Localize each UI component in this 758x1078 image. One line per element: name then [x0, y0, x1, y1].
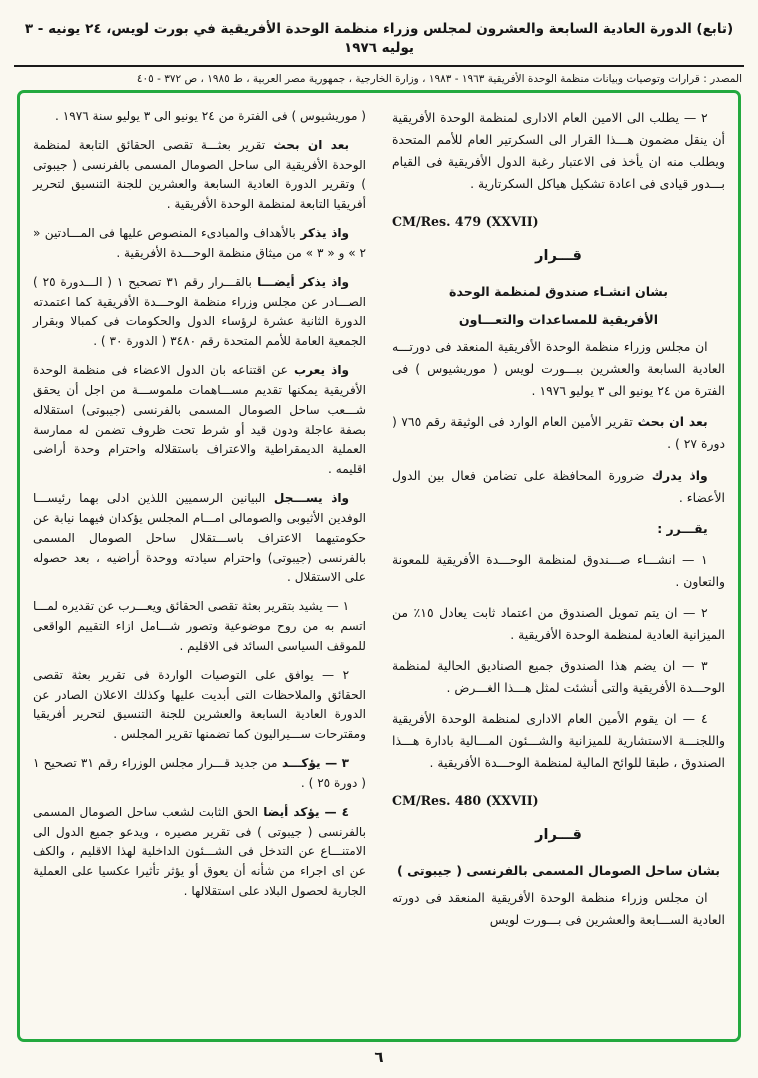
paragraph-lead: ٣ — يؤكـــد — [277, 756, 350, 771]
paragraph-lead: واذ يدرك — [644, 467, 708, 483]
paragraph: واذ يعرب عن اقتناعه بان الدول الاعضاء فى منظمة الوحدة الأفريقية يمكنها تقديم مســـاهمات ملموســـة من اجل أن يحقق شـــعب ساحل الصومال المسمى بالفرنسى (جيبوتى) استقلاله بصفة عاجلة ودون قيد أو شرط تحت ظروف تضمن له ممارسة العملية الديمقراطية والاعتراف باستقلاله واحترام وحدة أراضى اقليمه . — [33, 363, 366, 477]
resolution-number: CM/Res. 479 (XXVII) — [392, 214, 539, 230]
paragraph-lead: واذ يذكر — [295, 226, 350, 241]
resolution-title: قـــرار — [535, 247, 582, 264]
paragraph: ان مجلس وزراء منظمة الوحدة الأفريقية المنعقد فى دورته العادية الســـابعة والعشرين فى بـــورت لويس — [392, 889, 725, 928]
paragraph: ٢ — يوافق على التوصيات الواردة فى تقرير بعثة تقصى الحقائق والملاحظات التى أبديت عليها وكذلك الاعلان الصادر عن الدورة العادية السابعة والعشرين للجنة التنسيق لتحرير أفريقيا ومقترحات ســـيراليون كما تضمنها تقرير المجلس . — [33, 667, 366, 742]
paragraph: ٤ — ان يقوم الأمين العام الادارى لمنظمة الوحدة الأفريقية واللجنـــة الاستشارية للميزانية والشـــئون المـــالية بادارة هـــذا الصندوق ، طبقا للوائح المالية لمنظمة الوحـــدة الأفريقية . — [392, 711, 725, 771]
paragraph-lead: واذ يعرب — [287, 363, 350, 378]
paragraph: بعد ان بحث تقرير الأمين العام الوارد فى الوثيقة رقم ٧٦٥ ( دورة ٢٧ ) . — [392, 414, 725, 452]
operative-heading: يقـــرر : — [657, 520, 708, 536]
paragraph: ٢ — ان يتم تمويل الصندوق من اعتماد ثابت يعادل ١٥٪ من الميزانية العادية لمنظمة الوحدة الأفريقية . — [392, 604, 725, 642]
paragraph: واذ يذكر بالأهداف والمبادىء المنصوص عليها فى المـــادتين « ٢ » و « ٣ » من ميثاق منظمة الوحـــدة الأفريقية . — [33, 226, 366, 260]
page-number: ٦ — [374, 1048, 384, 1066]
content-frame — [17, 90, 741, 1042]
paragraph-lead: بعد ان بحث — [632, 414, 708, 430]
resolution-subtitle: الأفريقية للمساعدات والتعـــاون — [458, 311, 659, 327]
paragraph-lead: بعد ان بحث — [265, 137, 350, 152]
resolution-subtitle: بشان ساحل الصومال المسمى بالفرنسى ( جيبوتى ) — [396, 862, 721, 878]
left-column — [33, 107, 366, 1031]
right-column — [392, 107, 725, 1031]
paragraph: واذ يســـجل البيانين الرسميين اللذين ادلى بهما رئيســـا الوفدين الأثيوبى والصومالى امـــام المجلس يؤكدان فيهما نيابة عن حكومتيهما الاعتراف باســـتقلال ساحل الصومال المسمى بالفرنسى (جيبوتى) واحترام سيادته ووحدة أراضيه ، بعد حصوله على الاستقلال . — [33, 491, 366, 585]
paragraph-continuation: ( موريشيوس ) فى الفترة من ٢٤ يونيو الى ٣ يوليو سنة ١٩٧٦ . — [55, 109, 366, 123]
paragraph: ٢ — يطلب الى الامين العام الادارى لمنظمة الوحدة الأفريقية أن ينقل مضمون هـــذا القرار الى السكرتير العام للأمم المتحدة ويطلب منه ان يأخذ فى الاعتبار رغبة الدول الأفريقية فى القيام بـــدور قيادى فى اعادة تشكيل هياكل السكرتارية . — [392, 110, 725, 192]
two-column-layout — [33, 107, 725, 1031]
resolution-title: قـــرار — [535, 826, 582, 843]
paragraph-lead: واذ يذكر أيضـــا — [251, 274, 350, 289]
paragraph-lead: واذ يســـجل — [265, 491, 350, 506]
paragraph: ٣ — ان يضم هذا الصندوق جميع الصناديق الحالية لمنظمة الوحـــدة الأفريقية والتى أنشئت لمثل هـــذا الغـــرض . — [392, 658, 725, 696]
header-rule — [14, 65, 744, 67]
paragraph: ١ — انشـــاء صـــندوق لمنظمة الوحـــدة الأفريقية للمعونة والتعاون . — [392, 551, 725, 589]
paragraph: ٤ — يؤكد أيضا الحق الثابت لشعب ساحل الصومال المسمى بالفرنسى ( جيبوتى ) فى تقرير مصيره ، ويدعو جميع الدول الى الامتنـــاع عن التدخل فى الشـــئون الداخلية لهذا الاقليم ، والكف عن اى اجراء من شأنه أن يعوق أو يؤثر تأثيرا عكسيا على العملية الجارية لحصول البلاد على استقلالها . — [33, 804, 366, 898]
paragraph: بعد ان بحث تقرير بعثـــة تقصى الحقائق التابعة لمنظمة الوحدة الأفريقية الى ساحل الصومال المسمى بالفرنسى ( جيبوتى ) وتقرير الدورة العادية السابعة والعشرين للجنة التنسيق لتحرير أفريقيا التابعة لمنظمة الوحدة الأفريقية . — [33, 137, 366, 212]
resolution-number: CM/Res. 480 (XXVII) — [392, 793, 539, 809]
source-line: المصدر : قرارات وتوصيات وبيانات منظمة الوحدة الأفريقية ١٩٦٣ - ١٩٨٣ ، وزارة الخارجية ، جمهورية مصر العربية ، ط ١٩٨٥ ، ص ٣٧٢ - ٤٠٥ — [136, 72, 742, 85]
resolution-subtitle: بشان انشـاء صندوق لمنظمة الوحدة — [449, 283, 668, 299]
page-header-title: (تابع) الدورة العادية السابعة والعشرون لمجلس وزراء منظمة الوحدة الأفريقية في بورت لويس، ٢٤ يونيه - ٣ يوليه ١٩٧٦ — [24, 21, 734, 56]
paragraph: واذ يذكر أيضـــا بالقـــرار رقم ٣١ تصحيح ١ ( الـــدورة ٢٥ ) الصـــادر عن مجلس وزراء منظمة الوحـــدة الأفريقية كما اعتمدته الدورة الثانية عشرة لرؤساء الدول والحكومات فى كمبالا وبقرار الجمعية العامة للأمم المتحدة رقم ٣٤٨٠ ( الدورة ٣٠ ) . — [33, 274, 366, 349]
paragraph: واذ يدرك ضرورة المحافظة على تضامن فعال بين الدول الأعضاء . — [392, 467, 725, 505]
paragraph: ان مجلس وزراء منظمة الوحدة الأفريقية المنعقد فى دورتـــه العادية السابعة والعشرين ببـــورت لويس ( موريشيوس ) فى الفترة من ٢٤ يونيو الى ٣ يوليو ١٩٧٦ . — [392, 339, 725, 399]
paragraph: ١ — يشيد بتقرير بعثة تقصى الحقائق ويعـــرب عن تقديره لمـــا اتسم به من روح موضوعية وتصور شـــامل ازاء التقييم الواقعى للموقف السياسى السائد فى الاقليم . — [33, 599, 366, 653]
paragraph: ٣ — يؤكـــد من جديد قـــرار مجلس الوزراء رقم ٣١ تصحيح ١ ( دورة ٢٥ ) . — [33, 756, 366, 790]
paragraph-lead: ٤ — يؤكد أيضا — [258, 804, 350, 819]
page-header — [0, 0, 758, 86]
